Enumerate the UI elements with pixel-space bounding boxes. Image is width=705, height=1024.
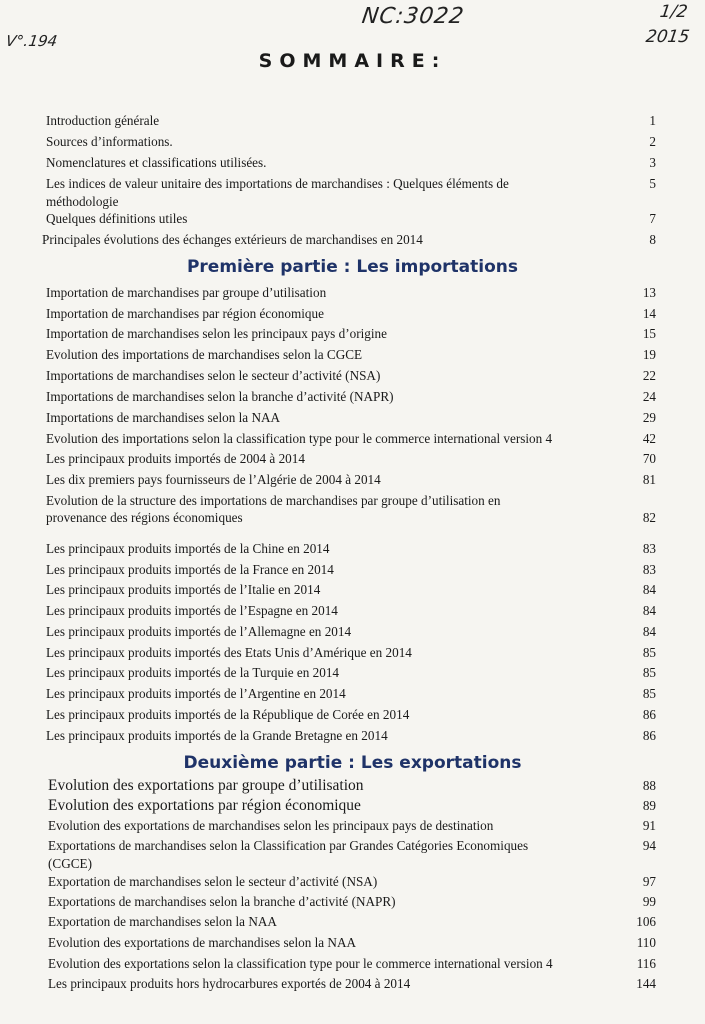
handwritten-nc-number: NC:3022 [360, 4, 466, 29]
toc-entry-page: 94 [642, 838, 656, 853]
toc-entry-page: 19 [642, 347, 656, 362]
toc-entry-label: Importation de marchandises par groupe d’utilisation [46, 285, 327, 300]
toc-entry-page: 88 [642, 778, 656, 793]
toc-entry-page: 82 [642, 510, 656, 525]
toc-entry-label: Les principaux produits hors hydrocarbures exportés de 2004 à 2014 [48, 976, 411, 991]
toc-entry-page: 15 [642, 326, 656, 341]
toc-entry-page: 5 [649, 176, 656, 191]
toc-entry-page: 8 [649, 232, 656, 247]
page-title: SOMMAIRE: [258, 50, 447, 72]
toc-entry-label: Les principaux produits importés de la Turquie en 2014 [46, 665, 340, 680]
toc-entry-label: Les principaux produits importés de la France en 2014 [46, 562, 334, 577]
toc-entry-label: Les principaux produits importés de l’Allemagne en 2014 [46, 624, 352, 639]
toc-entry-page: 70 [642, 451, 656, 466]
toc-entry-label: Les principaux produits importés de la République de Corée en 2014 [46, 707, 410, 722]
toc-entry-page: 85 [642, 645, 656, 660]
toc-entry-label: Importations de marchandises selon la branche d’activité (NAPR) [46, 389, 394, 404]
toc-entry-label: Quelques définitions utiles [46, 211, 188, 226]
toc-entry-page: 2 [649, 134, 656, 149]
toc-entry-page: 99 [642, 894, 656, 909]
toc-entry-label: Exportation de marchandises selon le secteur d’activité (NSA) [48, 874, 378, 889]
toc-entry-page: 24 [642, 389, 656, 404]
toc-entry-label: Exportations de marchandises selon la Classification par Grandes Catégories Economiques [48, 838, 529, 853]
toc-entry-label: Evolution des exportations selon la classification type pour le commerce international version 4 [48, 956, 553, 971]
toc-entry-page: 3 [649, 155, 656, 170]
toc-entry-page: 1 [649, 113, 656, 128]
toc-entry-page: 22 [642, 368, 656, 383]
toc-entry-label: Les principaux produits importés des Etats Unis d’Amérique en 2014 [46, 645, 412, 660]
toc-entry-page: 84 [642, 624, 656, 639]
toc-entry-label: Evolution de la structure des importations de marchandises par groupe d’utilisation en [46, 493, 501, 508]
toc-entry-label: Evolution des exportations par région économique [48, 797, 361, 814]
toc-entry-label: Les principaux produits importés de l’Italie en 2014 [46, 582, 321, 597]
toc-entry-page: 85 [642, 665, 656, 680]
toc-entry-page: 14 [642, 306, 656, 321]
toc-entry-page: 84 [642, 603, 656, 618]
toc-entry-label: Exportations de marchandises selon la branche d’activité (NAPR) [48, 894, 396, 909]
toc-entry-page: 13 [642, 285, 656, 300]
toc-entry-page: 29 [642, 410, 656, 425]
toc-entry-label-continued: provenance des régions économiques [46, 510, 243, 525]
handwritten-year: 2015 [644, 27, 691, 47]
toc-entry-label: Les principaux produits importés de la Chine en 2014 [46, 541, 330, 556]
part1-heading: Première partie : Les importations [186, 257, 519, 277]
toc-entry-label: Introduction générale [46, 113, 160, 128]
toc-entry-label: Importation de marchandises selon les principaux pays d’origine [46, 326, 387, 341]
toc-entry-page: 86 [642, 707, 656, 722]
toc-entry-label: Exportation de marchandises selon la NAA [48, 914, 277, 929]
toc-entry-label: Les principaux produits importés de l’Espagne en 2014 [46, 603, 338, 618]
toc-entry-label: Les dix premiers pays fournisseurs de l’Algérie de 2004 à 2014 [46, 472, 381, 487]
toc-entry-page: 89 [642, 798, 656, 813]
toc-entry-label: Importation de marchandises par région économique [46, 306, 324, 321]
toc-entry-label: Les principaux produits importés de 2004 à 2014 [46, 451, 305, 466]
toc-entry-label: Evolution des exportations de marchandises selon la NAA [48, 935, 357, 950]
toc-entry-label: Les principaux produits importés de l’Argentine en 2014 [46, 686, 346, 701]
toc-entry-label: Importations de marchandises selon la NAA [46, 410, 281, 425]
toc-entry-page: 84 [642, 582, 656, 597]
handwritten-reference: V°.194 [4, 32, 59, 50]
toc-entry-page: 85 [642, 686, 656, 701]
toc-entry-page: 144 [636, 976, 656, 991]
toc-entry-label: Principales évolutions des échanges extérieurs de marchandises en 2014 [42, 232, 423, 247]
toc-entry-label: Sources d’informations. [46, 134, 173, 149]
handwritten-fraction: 1/2 [658, 2, 689, 22]
toc-entry-page: 83 [642, 562, 656, 577]
toc-entry-label: Les principaux produits importés de la Grande Bretagne en 2014 [46, 728, 388, 743]
toc-entry-page: 116 [636, 956, 656, 971]
toc-entry-label: Evolution des exportations de marchandises selon les principaux pays de destination [48, 818, 494, 833]
toc-entry-label: Les indices de valeur unitaire des importations de marchandises : Quelques éléments de [46, 176, 509, 191]
toc-entry-page: 97 [642, 874, 656, 889]
toc-entry-page: 106 [636, 914, 656, 929]
toc-entry-label: Nomenclatures et classifications utilisées. [46, 155, 267, 170]
part2-heading: Deuxième partie : Les exportations [183, 753, 522, 773]
toc-entry-page: 7 [649, 211, 656, 226]
toc-entry-page: 110 [636, 935, 656, 950]
toc-entry-page: 83 [642, 541, 656, 556]
toc-entry-label-continued: méthodologie [46, 194, 119, 209]
toc-entry-label-continued: (CGCE) [48, 856, 92, 871]
toc-entry-label: Evolution des importations de marchandises selon la CGCE [46, 347, 363, 362]
toc-entry-label: Importations de marchandises selon le secteur d’activité (NSA) [46, 368, 381, 383]
toc-entry-page: 42 [642, 431, 656, 446]
toc-entry-page: 86 [642, 728, 656, 743]
toc-entry-page: 91 [642, 818, 656, 833]
toc-entry-label: Evolution des exportations par groupe d’utilisation [48, 777, 364, 794]
toc-entry-label: Evolution des importations selon la classification type pour le commerce international version 4 [46, 431, 553, 446]
toc-entry-page: 81 [642, 472, 656, 487]
